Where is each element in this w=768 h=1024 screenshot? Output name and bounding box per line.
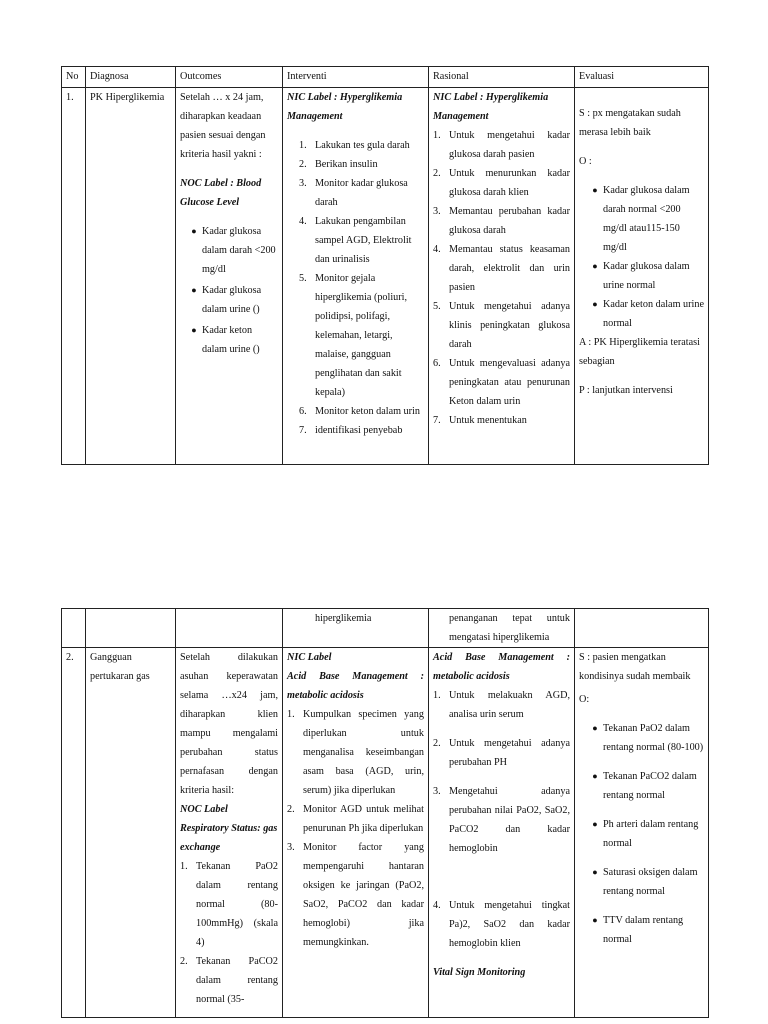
list-item: 3. Monitor factor yang mempengaruhi hantaran oksigen ke jaringan (PaO2, SaO2, PaCO2 dan kadar hemoglobi) jika memungkinkan. [287, 842, 424, 948]
rationale-cell: penanganan tepat untuk mengatasi hiperglikemia [429, 609, 575, 648]
list-item: 1. Lakukan tes gula darah [299, 140, 410, 151]
continuation-row [62, 609, 709, 648]
rationale-list [433, 126, 570, 430]
list-item: 2. Berikan insulin [299, 159, 378, 170]
list-item: 7. identifikasi penyebab [299, 425, 403, 436]
outcomes-intro: Setelah dilakukan asuhan keperawatan selama …x24 jam, diharapkan klien mampu mengalami perubahan status pernafasan dengan kriteria hasil: [180, 652, 278, 796]
list-item: 6. Untuk mengevaluasi adanya peningkatan atau penurunan Keton dalam urin [433, 358, 570, 407]
vital-sign-label: Vital Sign Monitoring [433, 967, 526, 978]
interventions-cell [283, 648, 429, 1018]
eval-objective-list [579, 181, 704, 333]
nic-sublabel: Acid Base Management : metabolic acidosis [433, 652, 570, 682]
list-item: ● Kadar glukosa dalam urine () [191, 285, 262, 315]
rationale-cell [429, 648, 575, 1018]
list-item: 5. Untuk mengetahui adanya klinis peningkatan glukosa darah [433, 301, 570, 350]
header-evaluasi: Evaluasi [575, 67, 709, 88]
diagnosis-cell: Gangguan pertukaran gas [86, 648, 176, 1018]
list-item: ● Ph arteri dalam rentang normal [592, 819, 699, 849]
header-row [62, 67, 709, 88]
eval-objective-label: O: [579, 694, 590, 705]
list-item: 2. Tekanan PaCO2 dalam rentang normal (35- [180, 956, 278, 1005]
care-plan-table-1 [61, 66, 709, 465]
table-row [62, 88, 709, 465]
list-item: ● TTV dalam rentang normal [592, 915, 684, 945]
list-item: ● Kadar keton dalam urine () [191, 325, 260, 355]
eval-subjective: S : pasien mengatkan kondisinya sudah membaik [579, 652, 691, 682]
eval-subjective: S : px mengatakan sudah merasa lebih baik [579, 108, 681, 138]
list-item: ● Tekanan PaCO2 dalam rentang normal [592, 771, 697, 801]
list-item: 7. Untuk menentukan [433, 415, 527, 426]
nic-sublabel: Acid Base Management : metabolic acidosis [287, 671, 424, 701]
interventions-list [287, 136, 424, 440]
diagnosis-cell: PK Hiperglikemia [86, 88, 176, 465]
list-item: 4. Untuk mengetahui tingkat Pa)2, SaO2 dan kadar hemoglobin klien [433, 900, 570, 949]
header-outcomes: Outcomes [176, 67, 283, 88]
list-item: ● Kadar glukosa dalam urine normal [592, 261, 690, 291]
list-item: 6. Monitor keton dalam urin [299, 406, 420, 417]
nic-label: NIC Label : Hyperglikemia Management [433, 92, 549, 122]
list-item: 3. Mengetahui adanya perubahan nilai PaO2, SaO2, PaCO2 dan kadar hemoglobin [433, 786, 570, 854]
list-item: 4. Memantau status keasaman darah, elektrolit dan urin pasien [433, 244, 570, 293]
interventions-list [287, 705, 424, 952]
eval-objective-label: O : [579, 156, 592, 167]
evaluation-cell [575, 88, 709, 465]
list-item: ● Kadar glukosa dalam darah <200 mg/dl [191, 226, 276, 275]
list-item: 1. Tekanan PaO2 dalam rentang normal (80-100mmHg) (skala 4) [180, 861, 278, 948]
list-item: 3. Memantau perubahan kadar glukosa darah [433, 206, 570, 236]
list-item: ● Saturasi oksigen dalam rentang normal [592, 867, 698, 897]
eval-plan: P : lanjutkan intervensi [579, 385, 673, 396]
nic-label: NIC Label [287, 652, 332, 663]
list-item: 1. Kumpulkan specimen yang diperlukan untuk menganalisa keseimbangan asam basa (AGD, urin, serum) jika diperlukan [287, 709, 424, 796]
interventions-cell [283, 88, 429, 465]
nic-label: NIC Label : Hyperglikemia Management [287, 92, 403, 122]
outcomes-cell [176, 648, 283, 1018]
list-item: 3. Monitor kadar glukosa darah [299, 178, 408, 208]
table-row [62, 648, 709, 1018]
rationale-cell [429, 88, 575, 465]
list-item: ● Kadar glukosa dalam darah normal <200 mg/dl atau115-150 mg/dl [592, 185, 690, 253]
list-item: 2. Untuk mengetahui adanya perubahan PH [433, 738, 570, 768]
noc-sublabel: Respiratory Status: gas exchange [180, 823, 278, 853]
outcomes-intro: Setelah … x 24 jam, diharapkan keadaan pasien sesuai dengan kriteria hasil yakni : [180, 92, 266, 160]
evaluation-cell [575, 648, 709, 1018]
list-item: 2. Untuk menurunkan kadar glukosa darah klien [433, 168, 570, 198]
noc-label: NOC Label [180, 804, 228, 815]
interventions-cell: hiperglikemia [283, 609, 429, 648]
rationale-list [433, 686, 570, 953]
eval-assessment: A : PK Hiperglikemia teratasi sebagian [579, 337, 700, 367]
outcomes-cell [176, 88, 283, 465]
header-no: No [62, 67, 86, 88]
list-item: 2. Monitor AGD untuk melihat penurunan Ph jika diperlukan [287, 804, 424, 834]
list-item: 1. Untuk melakuakn AGD, analisa urin serum [433, 690, 570, 720]
row-number: 1. [62, 88, 86, 465]
noc-label: NOC Label : Blood Glucose Level [180, 178, 262, 208]
list-item: 1. Untuk mengetahui kadar glukosa darah pasien [433, 130, 570, 160]
header-intervensi: Interventi [283, 67, 429, 88]
list-item: 5. Monitor gejala hiperglikemia (poliuri, polidipsi, polifagi, kelemahan, letargi, malaise, gangguan penglihatan dan sakit kepala) [299, 273, 408, 398]
header-rasional: Rasional [429, 67, 575, 88]
list-item: 4. Lakukan pengambilan sampel AGD, Elektrolit dan urinalisis [299, 216, 412, 265]
eval-objective-list [579, 719, 704, 949]
outcomes-list [180, 222, 278, 359]
outcomes-list [180, 857, 278, 1009]
row-number: 2. [62, 648, 86, 1018]
list-item: ● Kadar keton dalam urine normal [592, 299, 704, 329]
care-plan-table-2 [61, 608, 709, 1018]
list-item: ● Tekanan PaO2 dalam rentang normal (80-100) [592, 723, 704, 753]
header-diagnosa: Diagnosa [86, 67, 176, 88]
